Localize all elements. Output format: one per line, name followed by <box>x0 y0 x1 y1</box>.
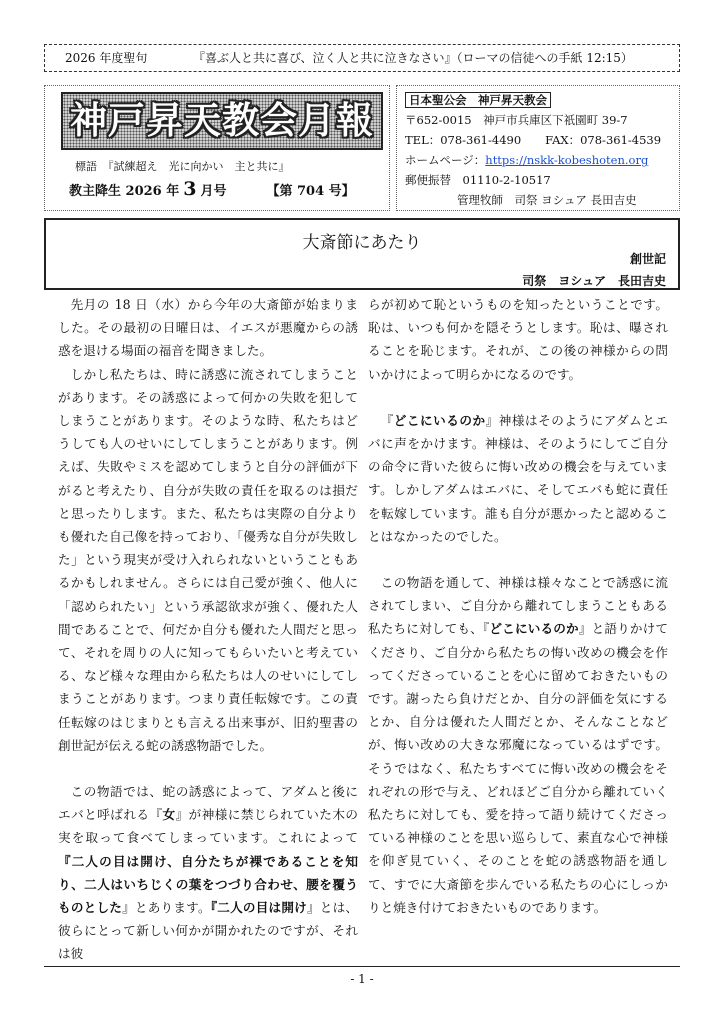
postal-transfer: 郵便振替 01110-2-10517 <box>405 173 551 187</box>
footer-rule <box>44 966 680 967</box>
slogan: 標語 『試練超え 光に向かい 主と共に』 <box>75 160 290 173</box>
newsletter-title: 神戸昇天教会月報 <box>70 99 374 142</box>
issue-line <box>69 178 355 200</box>
homepage-link[interactable]: https://nskk-kobeshoten.org <box>485 153 649 167</box>
church-fax: FAX：078-361-4539 <box>545 133 662 147</box>
masthead <box>44 85 390 211</box>
emphasis: 『二人の目は開け <box>210 900 307 916</box>
emphasis: 『二人の目は開け、自分たちが裸であることを知り、二人はいちじくの葉をつづり合わせ、腰を覆うものとした <box>58 853 358 916</box>
church-name: 日本聖公会 神戸昇天教会 <box>405 92 551 108</box>
motto-verse: 『喜ぶ人と共に喜び、泣く人と共に泣きなさい』（ローマの信徒への手紙 12:15） <box>193 51 633 65</box>
church-tel: TEL：078-361-4490 <box>405 133 522 147</box>
article-header <box>44 218 680 290</box>
homepage-label: ホームページ： <box>405 153 486 167</box>
paragraph: 『どこにいるのか』神様はそのようにアダムとエバに声をかけます。神様は、そのようにしてご自分の命令に背いた彼らに悔い改めの機会を与えています。しかしアダムはエバに、そしてエバも蛇に責任を転嫁しています。誰も自分が悪かったと認めることはなかったのでした。 <box>368 412 669 544</box>
emphasis: どこにいるのか <box>489 621 579 637</box>
page-number: - 1 - <box>350 972 374 986</box>
article-column-right <box>368 293 668 919</box>
issue-month-suffix: 月号 <box>200 184 227 199</box>
pastor-name: 管理牧師 司祭 ヨシュア 長田吉史 <box>457 193 637 207</box>
paragraph: しかし私たちは、時に誘惑に流されてしまうことがあります。その誘惑によって何かの失敗を犯してしまうことがあります。そのような時、私たちはどうしても人のせいにしてしまうことがあります。例えば、失敗やミスを認めてしまうと自分の評価が下がると考えたり、自分が失敗の責任を取るのは損だと思ったりします。また、私たちは実際の自分よりも優れた自己像を持っており、「優秀な自分が失敗した」という現実が受け入れられないということもあるかもしれません。さらには自己愛が強く、他人に「認められたい」という承認欲求が強く、優れた人間であることで、何だか自分も優れた人間だと思って、それを周りの人に知ってもらいたいと考えている、など様々な理由から私たちは人のせいにしてしまうことがあります。つまり責任転嫁です。この責任転嫁のはじまりとも言える出来事が、旧約聖書の創世記が伝える蛇の誘惑物語でした。 <box>58 366 358 753</box>
emphasis: どこにいるのか <box>393 412 486 428</box>
issue-number: 【第 704 号】 <box>266 184 355 199</box>
church-info-box <box>396 85 680 211</box>
paragraph: 先月の 18 日（水）から今年の大斎節が始まりました。その最初の日曜日は、イエスが悪魔からの誘惑を退ける場面の福音を聞きました。 <box>58 297 358 359</box>
article-author: 司祭 ヨシュア 長田吉史 <box>522 274 666 288</box>
title-banner <box>61 92 383 150</box>
article-column-left <box>58 293 358 966</box>
annual-motto-box <box>44 44 680 72</box>
issue-month: 3 <box>183 178 197 200</box>
emphasis: 女 <box>162 807 176 823</box>
article-source: 創世記 <box>629 252 666 266</box>
paragraph: この物語では、蛇の誘惑によって、アダムと後にエバと呼ばれる『女』が神様に禁じられていた木の実を取って食べてしまっています。これによって『二人の目は開け、自分たちが裸であることを知り、二人はいちじくの葉をつづり合わせ、腰を覆うものとした』とあります。『二人の目は開け』とは、彼らにとって新しい何かが開かれたのですが、それは彼 <box>58 784 359 962</box>
motto-year: 2026 年度聖句 <box>65 51 148 65</box>
paragraph: この物語を通して、神様は様々なことで誘惑に流されてしまい、ご自分から離れてしまうこともある私たちに対しても、『どこにいるのか』と語りかけてくださり、ご自分から私たちの悔い改めの機会を作ってくださっていることを心に留めておきたいものです。謝ったら負けだとか、自分の評価を気にするとか、自分は優れた人間だとか、そんなことなどが、悔い改めの大きな邪魔になっているはずです。そうではなく、私たちすべてに悔い改めの機会をそれぞれの形で与え、どれほどご自分から離れていく私たちに対しても、愛を持って語り続けてくださっている神様のことを思い巡らして、素直な心で神様を仰ぎ見ていく、そのことを蛇の誘惑物語を通して、すでに大斎節を歩んでいる私たちの心にしっかりと焼き付けておきたいものであります。 <box>368 575 669 915</box>
paragraph: らが初めて恥というものを知ったということです。恥は、いつも何かを隠そうとします。恥は、曝されることを恥じます。それが、この後の神様からの問いかけによって明らかになるのです。 <box>368 297 668 382</box>
issue-prefix: 教主降生 2026 年 <box>69 184 180 199</box>
article-title: 大斎節にあたり <box>302 233 422 253</box>
church-address: 〒652-0015 神戸市兵庫区下祇園町 39-7 <box>405 113 628 127</box>
